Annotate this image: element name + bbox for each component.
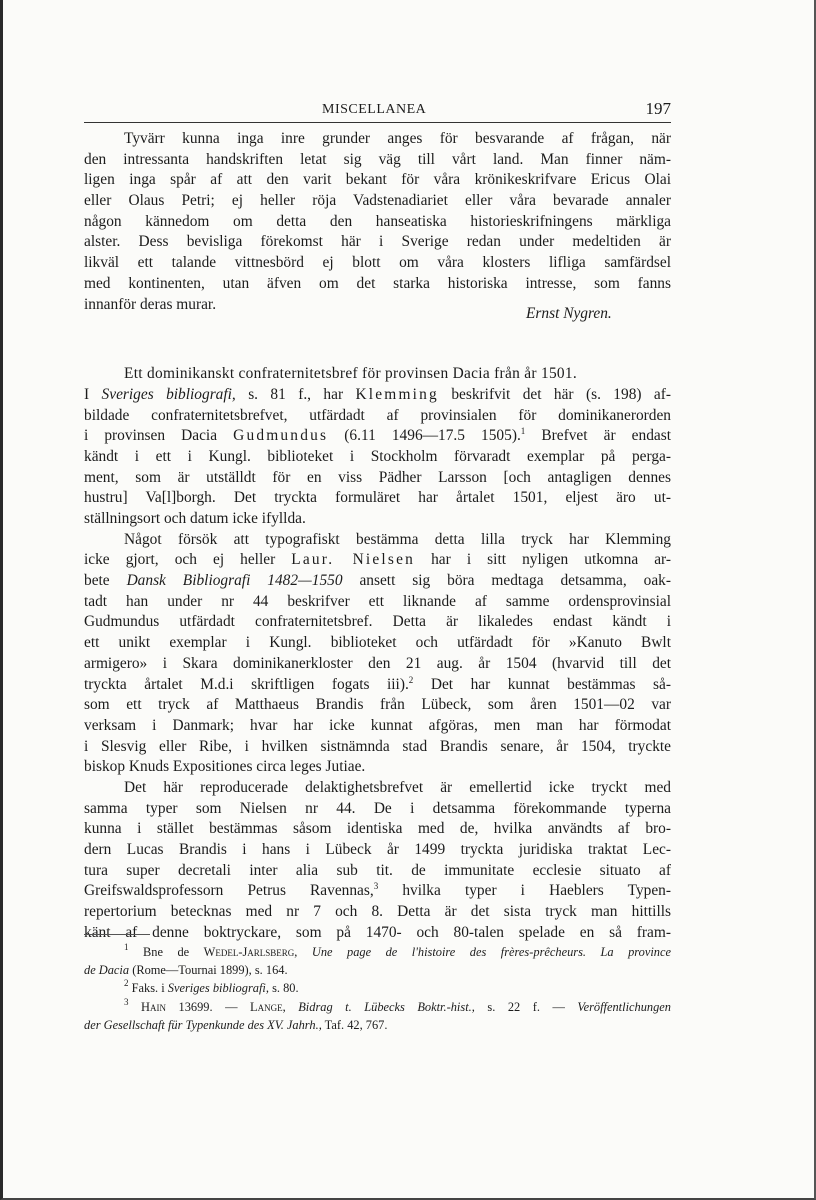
- small-caps-run: Hain: [141, 999, 166, 1014]
- text-run: Taf. 42, 767.: [324, 1017, 388, 1032]
- paragraph-line: bildade confraternitetsbrefvet, utfärdadt af provinsialen för dominikanerorden: [84, 406, 671, 424]
- paragraph-line: [84, 550, 671, 571]
- footnote-3-cont: [84, 1016, 671, 1034]
- paragraph-line: den intressanta handskriften letat sig väg till vårt land. Man finner näm-: [84, 150, 671, 168]
- footnote-number: 2: [124, 978, 129, 989]
- paragraph-line: Gudmundus utfärdadt confraternitetsbref. Detta är likaledes endast kändt i: [84, 613, 671, 631]
- section-title: Ett dominikanskt confraternitetsbref för provinsen Dacia från år 1501.: [124, 365, 578, 383]
- paragraph-line: [84, 571, 671, 592]
- page-number: 197: [645, 99, 671, 118]
- italic-run: Sveriges bibliografi,: [101, 385, 236, 403]
- footnote-1-cont: [84, 961, 671, 979]
- text-run: i provinsen Dacia: [84, 427, 218, 445]
- paragraph-line: biskop Knuds Expositiones circa leges Jutiae.: [84, 758, 366, 776]
- paragraph-line: [84, 385, 671, 406]
- text-run: bete: [84, 572, 110, 590]
- text-run: s. 81 f., har: [248, 385, 344, 403]
- header-rule: [84, 122, 671, 123]
- paragraph-line: ställningsort och datum icke ifyllda.: [84, 510, 306, 527]
- text-run: Bne de: [143, 945, 190, 959]
- paragraph-line: samma typer som Nielsen nr 44. De i detsamma förekommande typerna: [84, 799, 671, 817]
- text-run: Brefvet är endast: [541, 427, 671, 445]
- text-run: ansett sig böra medtaga detsamma, oak-: [359, 572, 671, 590]
- paragraph-line: Det här reproducerade delaktighetsbrefvet är emellertid icke tryckt med: [124, 778, 671, 796]
- paragraph-line: [84, 881, 671, 902]
- text-run: beskrifvit det här (s. 198) af-: [451, 385, 671, 403]
- italic-run: Veröffentlichungen: [577, 999, 671, 1014]
- italic-run: de Dacia: [84, 963, 130, 978]
- paragraph-line: Tyvärr kunna inga inre grunder anges för besvarande af frågan, när: [124, 130, 671, 147]
- footnote-rule: [84, 934, 150, 935]
- footnote-number: 1: [124, 942, 129, 952]
- footnote-number: 3: [124, 996, 129, 1007]
- text-run: Det har kunnat bestämmas så-: [430, 675, 671, 693]
- paragraph-line: ett unikt exemplar i Kungl. biblioteket och utfärdadt för »Kanuto Bwlt: [84, 634, 671, 652]
- paragraph-line-last: [84, 295, 671, 322]
- spaced-name: Laur. Nielsen: [291, 551, 416, 569]
- paragraph-line: repertorium betecknas med nr 7 och 8. Detta är det sista tryck man hittills: [84, 903, 671, 921]
- text-run: 13699. —: [178, 999, 238, 1014]
- italic-run: Bidrag t. Lübecks Boktr.-hist.,: [298, 999, 475, 1014]
- running-title: MISCELLANEA: [322, 102, 427, 117]
- paragraph-line: eller Olaus Petri; ej heller röja Vadstenadiariet eller våra bevarade annaler: [84, 192, 671, 210]
- text-run: Faks. i: [131, 981, 165, 996]
- footnote-1: [84, 943, 671, 961]
- paragraph-line: ment, som är utställdt för en viss Pädher Larsson [och antagligen dennes: [84, 468, 671, 486]
- paragraph-line: [84, 426, 671, 447]
- footnote-2: [84, 979, 671, 997]
- paragraph-line: dern Lucas Brandis i hans i Lübeck år 1499 tryckta juridiska traktat Lec-: [84, 841, 671, 858]
- italic-run: der Gesellschaft für Typenkunde des XV. Jahrh.,: [84, 1017, 322, 1032]
- text-run: icke gjort, och ej heller: [84, 551, 276, 569]
- text-run: hvilka typer i Haeblers Typen-: [402, 882, 671, 900]
- small-caps-run: Lange,: [250, 999, 286, 1014]
- paragraph-line: [84, 675, 671, 696]
- paragraph-line: tadt han under nr 44 beskrifver ett liknande af samme ordensprovinsial: [84, 592, 671, 610]
- paragraph-line: armigero» i Skara dominikanerkloster den 21 aug. år 1504 (hvarvid till det: [84, 654, 671, 672]
- paragraph-line: verksam i Danmark; hvar har icke kunnat afgöras, men man har förmodat: [84, 716, 671, 734]
- text-run: I: [84, 385, 90, 403]
- text-run: har i sitt nyligen utkomna ar-: [431, 551, 672, 569]
- page-header: [84, 100, 671, 122]
- footnotes: [84, 943, 671, 1034]
- text-run: (Rome—Tournai 1899), s. 164.: [132, 963, 288, 978]
- text-run: tryckta årtalet M.d.i skriftligen fogats iii).: [84, 675, 409, 693]
- body-text: [84, 129, 671, 943]
- text-run: (6.11 1496—17.5 1505).: [344, 427, 521, 445]
- spaced-name: Gudmundus: [233, 427, 329, 445]
- text-run: s. 80.: [272, 981, 299, 996]
- paragraph-line: likväl ett talande vittnesbörd ej blott om våra klosters lifliga samfärdsel: [84, 254, 671, 272]
- italic-run: Sveriges bibliografi,: [167, 981, 269, 996]
- footnote-3: [84, 998, 671, 1016]
- paragraph-line: kunna i stället bestämmas såsom identiska med de, hvilka användts af bro-: [84, 820, 671, 838]
- paragraph-line: i Slesvig eller Ribe, i hvilken sistnämnda stad Brandis senare, år 1504, tryckte: [84, 737, 671, 755]
- text-run: Greifswaldsprofessorn Petrus Ravennas,: [84, 882, 374, 900]
- spaced-name: Klemming: [355, 385, 439, 403]
- small-caps-run: Wedel-Jarlsberg,: [203, 945, 298, 959]
- footnote-marker: 3: [373, 881, 379, 892]
- text-run: s. 22 f. —: [487, 999, 565, 1014]
- paragraph-line: känt af denne boktryckare, som på 1470- och 80-talen spelade en så fram-: [84, 923, 671, 941]
- paragraph-line: alster. Dess bevisliga förekomst här i Sverige redan under medeltiden är: [84, 233, 671, 251]
- paragraph-line: som ett tryck af Matthaeus Brandis från Lübeck, som åren 1501—02 var: [84, 696, 671, 714]
- paragraph-line: Något försök att typografiskt bestämma detta lilla tryck har Klemming: [124, 530, 671, 548]
- paragraph-line-text: innanför deras murar.: [84, 295, 217, 313]
- paragraph-line: kändt i ett i Kungl. biblioteket i Stockholm förvaradt exemplar på perga-: [84, 447, 671, 465]
- footnote-marker: 2: [408, 674, 414, 685]
- italic-run: Une page de l'histoire des frères-prêcheurs. La province: [311, 945, 671, 959]
- paragraph-line: med kontinenten, utan äfven om det starka historiska intresse, som fanns: [84, 274, 671, 292]
- paragraph-line: ligen inga spår af att den varit bekant för våra krönikeskrifvare Ericus Olai: [84, 171, 671, 189]
- paragraph-line: tura super decretali inter alia sub tit. de immunitate ecclesie situato af: [84, 861, 671, 879]
- paragraph-line: någon kännedom om detta den hanseatiska historieskrifningens märkliga: [84, 212, 671, 230]
- italic-run: Dansk Bibliografi 1482—1550: [126, 572, 343, 590]
- paragraph-line: hustru] Va[l]borgh. Det tryckta formuläret har årtalet 1501, eljest äro ut-: [84, 489, 671, 507]
- footnote-marker: 1: [520, 426, 526, 437]
- author-signature: Ernst Nygren.: [526, 304, 612, 322]
